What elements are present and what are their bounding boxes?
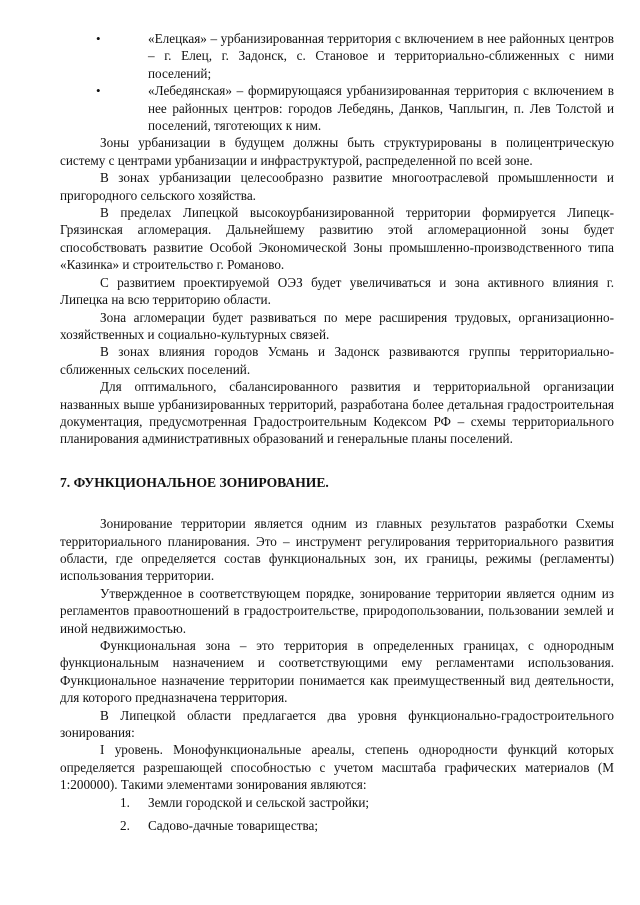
paragraph: Функциональная зона – это территория в определенных границах, с однородным функциональным назначением и соответствующими ему регламентами использования. Функциональное назначение территории понимается как преимущественный вид деятельности, для которого предназначена территория. bbox=[60, 638, 614, 706]
paragraph: В Липецкой области предлагается два уровня функционально-градостроительного зонирования: bbox=[60, 707, 614, 741]
paragraph: Зона агломерации будет развиваться по мере расширения трудовых, организационно-хозяйственных и социально-культурных связей. bbox=[60, 309, 614, 342]
list-item-number: 2. bbox=[120, 818, 130, 834]
paragraph: С развитием проектируемой ОЭЗ будет увеличиваться и зона активного влияния г. Липецка на всю территорию области. bbox=[60, 274, 614, 308]
bullet-item-lebedyanskaya bbox=[60, 82, 614, 134]
paragraph: В зонах урбанизации целесообразно развитие многоотраслевой промышленности и пригородного сельского хозяйства. bbox=[60, 170, 614, 203]
paragraph: Для оптимального, сбалансированного развития и территориальной организации названных выше урбанизированных территорий, разработана более детальная градостроительная документация, предусмотренная Градостроительным Кодексом РФ – схемы территориального планирования административных образований и генеральные планы поселений. bbox=[60, 379, 614, 447]
section-heading: 7. ФУНКЦИОНАЛЬНОЕ ЗОНИРОВАНИЕ. bbox=[60, 474, 329, 490]
paragraph: В зонах влияния городов Усмань и Задонск развиваются группы территориально-сближенных сельских поселений. bbox=[60, 344, 614, 377]
list-item-number: 1. bbox=[120, 794, 130, 810]
paragraph: В пределах Липецкой высокоурбанизированной территории формируется Липецк-Грязинская агломерация. Дальнейшему развитию этой агломерационной зоны будет способствовать развитие Особой Экономической Зоны промышленно-производственного типа «Казинка» и строительство г. Романово. bbox=[60, 205, 614, 273]
list-item-text: Садово-дачные товарищества; bbox=[148, 818, 319, 834]
bullet-icon: • bbox=[96, 31, 101, 46]
bullet-item-eletskaya bbox=[60, 30, 614, 82]
bullet-text: «Елецкая» – урбанизированная территория с включением в нее районных центров – г. Елец, г. Задонск, с. Становое и территориально-сближенных с ними поселений; bbox=[148, 31, 614, 81]
paragraph: Зонирование территории является одним из главных результатов разработки Схемы территориального планирования. Это – инструмент регулирования территориального развития области, где определяется состав функциональных зон, их границы, режимы (регламенты) использования территории. bbox=[60, 516, 614, 584]
list-item-text: Земли городской и сельской застройки; bbox=[148, 794, 370, 810]
paragraph: Утвержденное в соответствующем порядке, зонирование территории является одним из регламентов правоотношений в градостроительстве, природопользовании, пользовании землей и иной недвижимостью. bbox=[60, 585, 614, 636]
paragraph: Зоны урбанизации в будущем должны быть структурированы в полицентрическую систему с центрами урбанизации и инфраструктурой, распределенной по всей зоне. bbox=[60, 135, 614, 168]
list-item bbox=[60, 817, 614, 834]
list-item bbox=[60, 794, 614, 811]
bullet-icon: • bbox=[96, 83, 101, 99]
bullet-text: «Лебедянская» – формирующаяся урбанизированная территория с включением в нее районных центров: городов Лебедянь, Данков, Чаплыгин, п. Лев Толстой и поселений, тяготеющих к ним. bbox=[148, 83, 614, 134]
paragraph: I уровень. Монофункциональные ареалы, степень однородности функций которых определяется разрешающей способностью с учетом масштаба графических материалов (М 1:200000). Такими элементами зонирования являются: bbox=[60, 742, 614, 793]
